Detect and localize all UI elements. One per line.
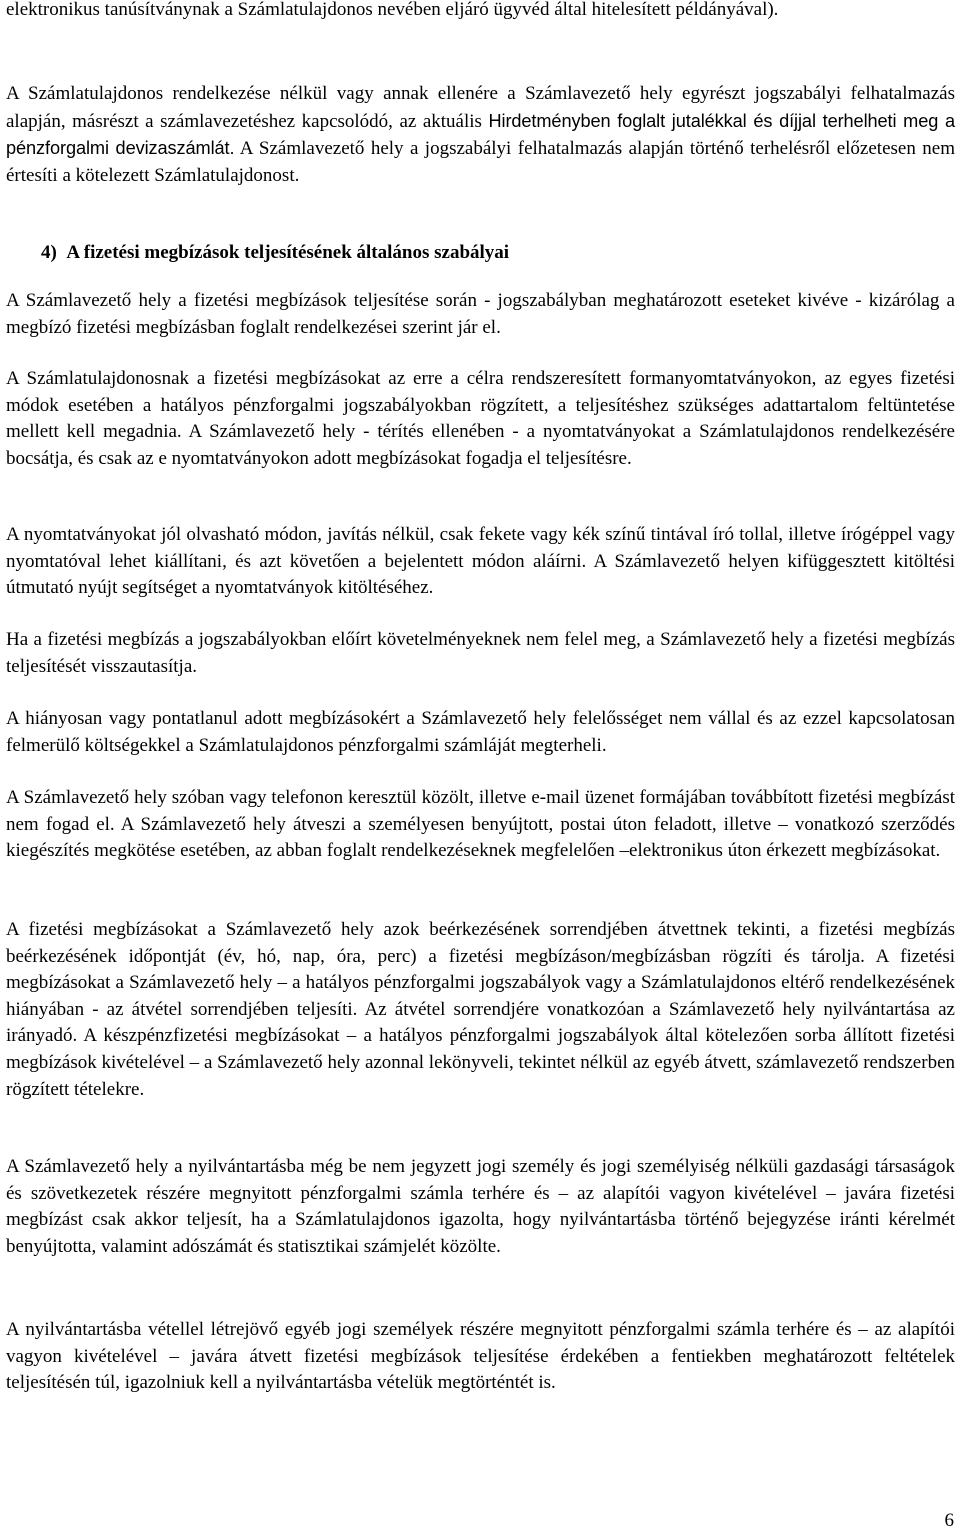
paragraph-account-charges: [6, 81, 955, 189]
paragraph-registered-entities: A nyilvántartásba vétellel létrejövő egyéb jogi személyek részére megnyitott pénzforgalmi számla terhére és – az alapítói vagyon kivételével – javára átvett fizetési megbízások teljesítése érdekében a fentiekben meghatározott feltételek teljesítésén túl, igazolniuk kell a nyilvántartásba vételük megtörténtét is.: [6, 1319, 955, 1394]
paragraph-text-sans: Hirdetményben foglalt jutalékkal és díjjal terhelheti meg a pénzforgalmi devizaszámlát.: [6, 110, 955, 159]
paragraph-accepted-channels: A Számlavezető hely szóban vagy telefonon keresztül közölt, illetve e-mail üzenet formájában továbbított fizetési megbízást nem fogad el. A Számlavezető hely átveszi a személyesen benyújtott, postai úton feladott, illetve – vonatkozó szerződés kiegészítés megkötése esetében, az abban foglalt rendelkezéseknek megfelelően –elektronikus úton érkezett megbízásokat.: [6, 787, 955, 862]
paragraph-signature-continuation: [6, 0, 955, 24]
paragraph-text: A Számlavezető hely a jogszabályi felhatalmazás alapján történő terhelésről előzetesen nem értesíti a kötelezett Számlatulajdonost.: [6, 138, 955, 186]
paragraph-text: A Számlatulajdonos rendelkezése nélkül vagy annak ellenére a Számlavezető hely egyrészt jogszabályi felhatalmazás alapján, másrészt a számlavezetéshez kapcsolódó, az aktuális: [6, 83, 955, 132]
paragraph-unregistered-entities: A Számlavezető hely a nyilvántartásba még be nem jegyzett jogi személy és jogi személyiség nélküli gazdasági társaságok és szövetkezetek részére megnyitott pénzforgalmi számla terhére és – az alapítói vagyon kivételével – javára fizetési megbízást csak akkor teljesít, ha a Számlatulajdonos igazolta, hogy nyilvántartásba történő bejegyzése iránti kérelmét benyújtotta, valamint adószámát és statisztikai számjelét közölte.: [6, 1156, 955, 1257]
page-number: 6: [944, 1510, 954, 1531]
paragraph-filling-instructions: A nyomtatványokat jól olvasható módon, javítás nélkül, csak fekete vagy kék színű tintával író tollal, illetve írógéppel vagy nyomtatóval lehet kiállítani, és azt követően a bejelentett módon aláírni. A Számlavezető helyen kifüggesztett kitöltési útmutató nyújt segítséget a nyomtatványok kitöltéséhez.: [6, 524, 955, 599]
paragraph-execution-rules: A Számlavezető hely a fizetési megbízások teljesítése során - jogszabályban meghatározott eseteket kivéve - kizárólag a megbízó fizetési megbízásban foglalt rendelkezései szerint jár el.: [6, 290, 955, 338]
paragraph-liability: A hiányosan vagy pontatlanul adott megbízásokért a Számlavezető hely felelősséget nem vállal és az ezzel kapcsolatosan felmerülő költségekkel a Számlatulajdonos pénzforgalmi számláját megterheli.: [6, 708, 955, 756]
paragraph-rejection: Ha a fizetési megbízás a jogszabályokban előírt követelményeknek nem felel meg, a Számlavezető hely a fizetési megbízás teljesítését visszautasítja.: [6, 629, 955, 677]
paragraph-text: elektronikus tanúsítványnak a Számlatulajdonos nevében eljáró ügyvéd által hitelesített példányával).: [6, 0, 779, 20]
paragraph-forms: A Számlatulajdonosnak a fizetési megbízásokat az erre a célra rendszeresített formanyomtatványokon, az egyes fizetési módok esetében a hatályos pénzforgalmi jogszabályokban rögzített, a teljesítéshez szükséges adattartalom feltüntetése mellett kell megadnia. A Számlavezető hely - térítés ellenében - a nyomtatványokat a Számlatulajdonos rendelkezésére bocsátja, és csak az e nyomtatványokon adott megbízásokat fogadja el teljesítésre.: [6, 368, 955, 469]
section-heading: 4) A fizetési megbízások teljesítésének általános szabályai: [41, 242, 510, 263]
paragraph-processing-order: A fizetési megbízásokat a Számlavezető hely azok beérkezésének sorrendjében átvettnek tekinti, a fizetési megbízás beérkezésének időpontját (év, hó, nap, óra, perc) a fizetési megbízáson/megbízásban rögzíti és tárolja. A fizetési megbízásokat a Számlavezető hely – a hatályos pénzforgalmi jogszabályok vagy a Számlatulajdonos eltérő rendelkezésének hiányában - az átvétel sorrendjében teljesíti. Az átvétel sorrendjére vonatkozóan a Számlavezető hely nyilvántartása az irányadó. A készpénzfizetési megbízásokat – a hatályos pénzforgalmi jogszabályok által kötelezően sorba állított fizetési megbízások kivételével – a Számlavezető hely azonnal lekönyveli, tekintet nélkül az egyéb átvett, számlavezető rendszerben rögzített tételekre.: [6, 919, 955, 1100]
